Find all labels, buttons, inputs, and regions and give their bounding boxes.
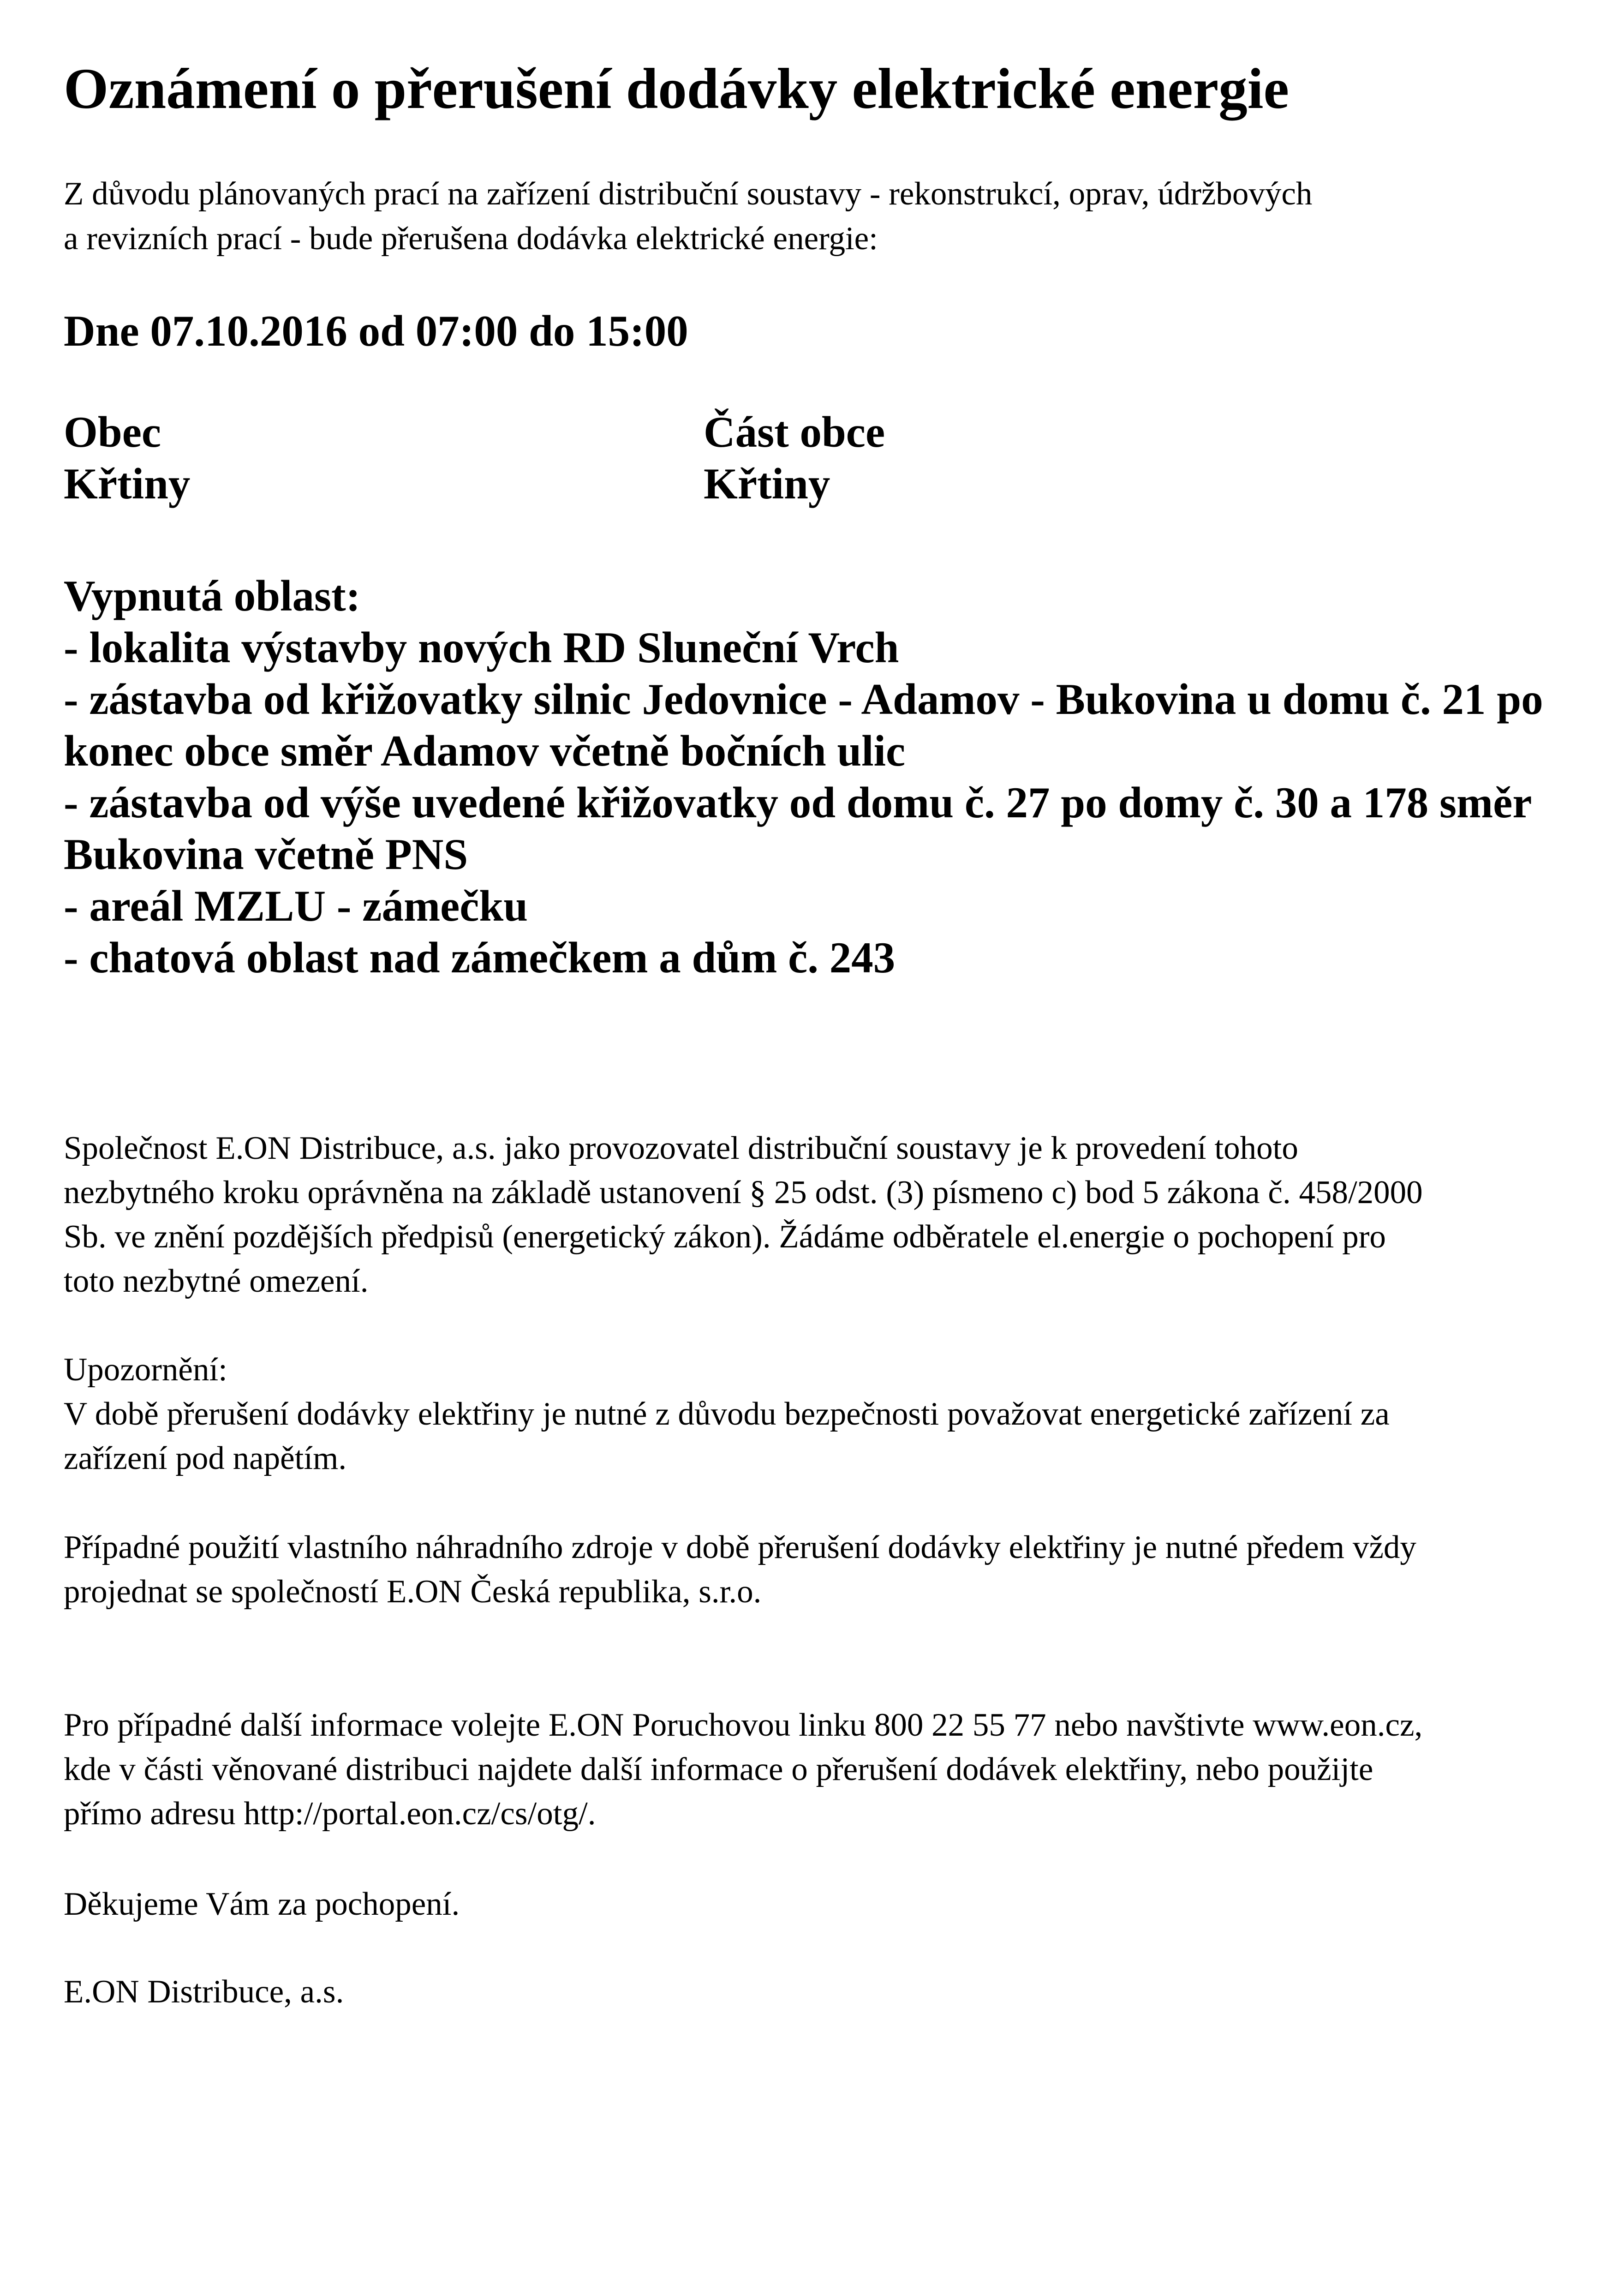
intro-paragraph	[64, 172, 1563, 261]
cast-obce-column	[704, 406, 885, 509]
affected-area-line: - areál MZLU - zámečku	[64, 881, 528, 930]
legal-paragraph	[64, 1126, 1568, 1303]
contact-line: přímo adresu http://portal.eon.cz/cs/otg/.	[64, 1796, 596, 1832]
generator-line: projednat se společností E.ON Česká republika, s.r.o.	[64, 1574, 762, 1610]
contact-line: Pro případné další informace volejte E.ON Poruchovou linku 800 22 55 77 nebo navštivte www.eon.cz,	[64, 1707, 1423, 1743]
intro-line: Z důvodu plánovaných prací na zařízení distribuční soustavy - rekonstrukcí, oprav, údržbových	[64, 176, 1313, 212]
warning-heading: Upozornění:	[64, 1352, 227, 1388]
affected-area-line: - lokalita výstavby nových RD Sluneční Vrch	[64, 623, 899, 672]
outage-date: Dne 07.10.2016 od 07:00 do 15:00	[64, 306, 688, 355]
signature-line: E.ON Distribuce, a.s.	[64, 1974, 344, 2010]
obec-column	[64, 406, 190, 509]
affected-area-line: - zástavba od výše uvedené křižovatky od domu č. 27 po domy č. 30 a 178 směr	[64, 778, 1532, 827]
legal-line: Sb. ve znění pozdějších předpisů (energetický zákon). Žádáme odběratele el.energie o pochopení pro	[64, 1219, 1386, 1255]
legal-line: Společnost E.ON Distribuce, a.s. jako provozovatel distribuční soustavy je k provedení tohoto	[64, 1130, 1298, 1166]
affected-area-line: konec obce směr Adamov včetně bočních ulic	[64, 726, 906, 775]
obec-value: Křtiny	[64, 459, 191, 508]
warning-paragraph	[64, 1348, 1568, 1480]
affected-area-heading: Vypnutá oblast:	[64, 571, 361, 620]
generator-line: Případné použití vlastního náhradního zdroje v době přerušení dodávky elektřiny je nutné předem vždy	[64, 1529, 1416, 1565]
cast-obce-label: Část obce	[704, 407, 885, 456]
obec-label: Obec	[64, 407, 161, 456]
cast-obce-value: Křtiny	[704, 459, 830, 508]
legal-line: nezbytného kroku oprávněna na základě ustanovení § 25 odst. (3) písmeno c) bod 5 zákona č. 458/2000	[64, 1174, 1423, 1210]
affected-area	[64, 570, 1568, 983]
thanks-line: Děkujeme Vám za pochopení.	[64, 1886, 460, 1922]
warning-line: V době přerušení dodávky elektřiny je nutné z důvodu bezpečnosti považovat energetické zařízení za	[64, 1396, 1390, 1432]
contact-line: kde v části věnované distribuci najdete další informace o přerušení dodávek elektřiny, nebo použijte	[64, 1751, 1373, 1787]
intro-line: a revizních prací - bude přerušena dodávka elektrické energie:	[64, 221, 878, 257]
affected-area-line: - zástavba od křižovatky silnic Jedovnice - Adamov - Bukovina u domu č. 21 po	[64, 675, 1543, 724]
affected-area-line: - chatová oblast nad zámečkem a dům č. 243	[64, 933, 896, 982]
affected-area-line: Bukovina včetně PNS	[64, 830, 468, 879]
document-title: Oznámení o přerušení dodávky elektrické energie	[64, 57, 1289, 121]
generator-paragraph	[64, 1525, 1568, 1614]
warning-line: zařízení pod napětím.	[64, 1440, 347, 1476]
legal-line: toto nezbytné omezení.	[64, 1263, 369, 1299]
contact-paragraph	[64, 1703, 1568, 1836]
